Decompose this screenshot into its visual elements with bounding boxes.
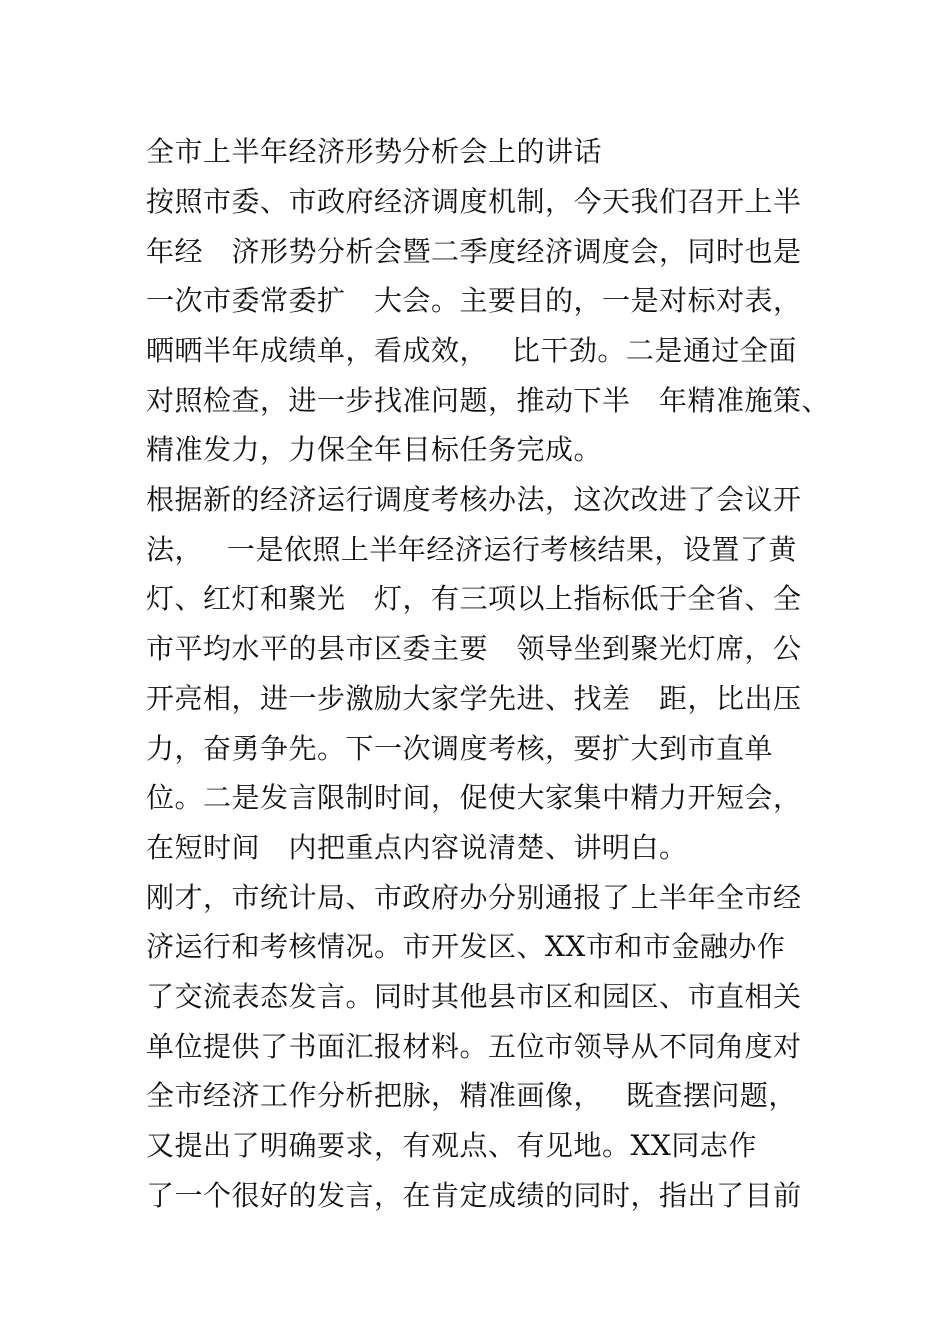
paragraph-line: 单位提供了书面汇报材料。五位市领导从不同角度对 <box>146 1030 802 1063</box>
paragraph-line: 法， 一是依照上半年经济运行考核结果，设置了黄 <box>146 533 797 566</box>
paragraph-line: 灯、红灯和聚光 灯，有三项以上指标低于全省、全 <box>146 582 802 615</box>
paragraph-line: 年经 济形势分析会暨二季度经济调度会，同时也是 <box>146 235 802 268</box>
paragraph-line: 了一个很好的发言，在肯定成绩的同时，指出了目前 <box>146 1179 802 1212</box>
paragraph-line: 晒晒半年成绩单，看成效， 比干劲。二是通过全面 <box>146 334 797 367</box>
paragraph-line: 开亮相，进一步激励大家学先进、找差 距，比出压 <box>146 682 802 715</box>
paragraph-line: 按照市委、市政府经济调度机制，今天我们召开上半 <box>146 185 802 218</box>
paragraph-line: 力，奋勇争先。下一次调度考核，要扩大到市直单 <box>146 732 774 765</box>
document-title: 全市上半年经济形势分析会上的讲话 <box>146 135 603 168</box>
paragraph-line: 一次市委常委扩 大会。主要目的，一是对标对表， <box>146 284 802 317</box>
paragraph-line: 在短时间 内把重点内容说清楚、讲明白。 <box>146 831 688 864</box>
paragraph-line: 又提出了明确要求，有观点、有见地。XX同志作 <box>146 1129 757 1162</box>
paragraph-line: 济运行和考核情况。市开发区、XX市和市金融办作 <box>146 930 786 963</box>
paragraph-line: 了交流表态发言。同时其他县市区和园区、市直相关 <box>146 980 802 1013</box>
paragraph-line: 刚才，市统计局、市政府办分别通报了上半年全市经 <box>146 881 802 914</box>
paragraph-line: 精准发力，力保全年目标任务完成。 <box>146 433 603 466</box>
paragraph-line: 市平均水平的县市区委主要 领导坐到聚光灯席，公 <box>146 632 802 665</box>
paragraph-line: 位。二是发言限制时间，促使大家集中精力开短会， <box>146 781 802 814</box>
paragraph-line: 全市经济工作分析把脉，精准画像， 既查摆问题， <box>146 1079 797 1112</box>
paragraph-line: 根据新的经济运行调度考核办法，这次改进了会议开 <box>146 483 802 516</box>
paragraph-line: 对照检查，进一步找准问题，推动下半 年精准施策、 <box>146 384 831 417</box>
